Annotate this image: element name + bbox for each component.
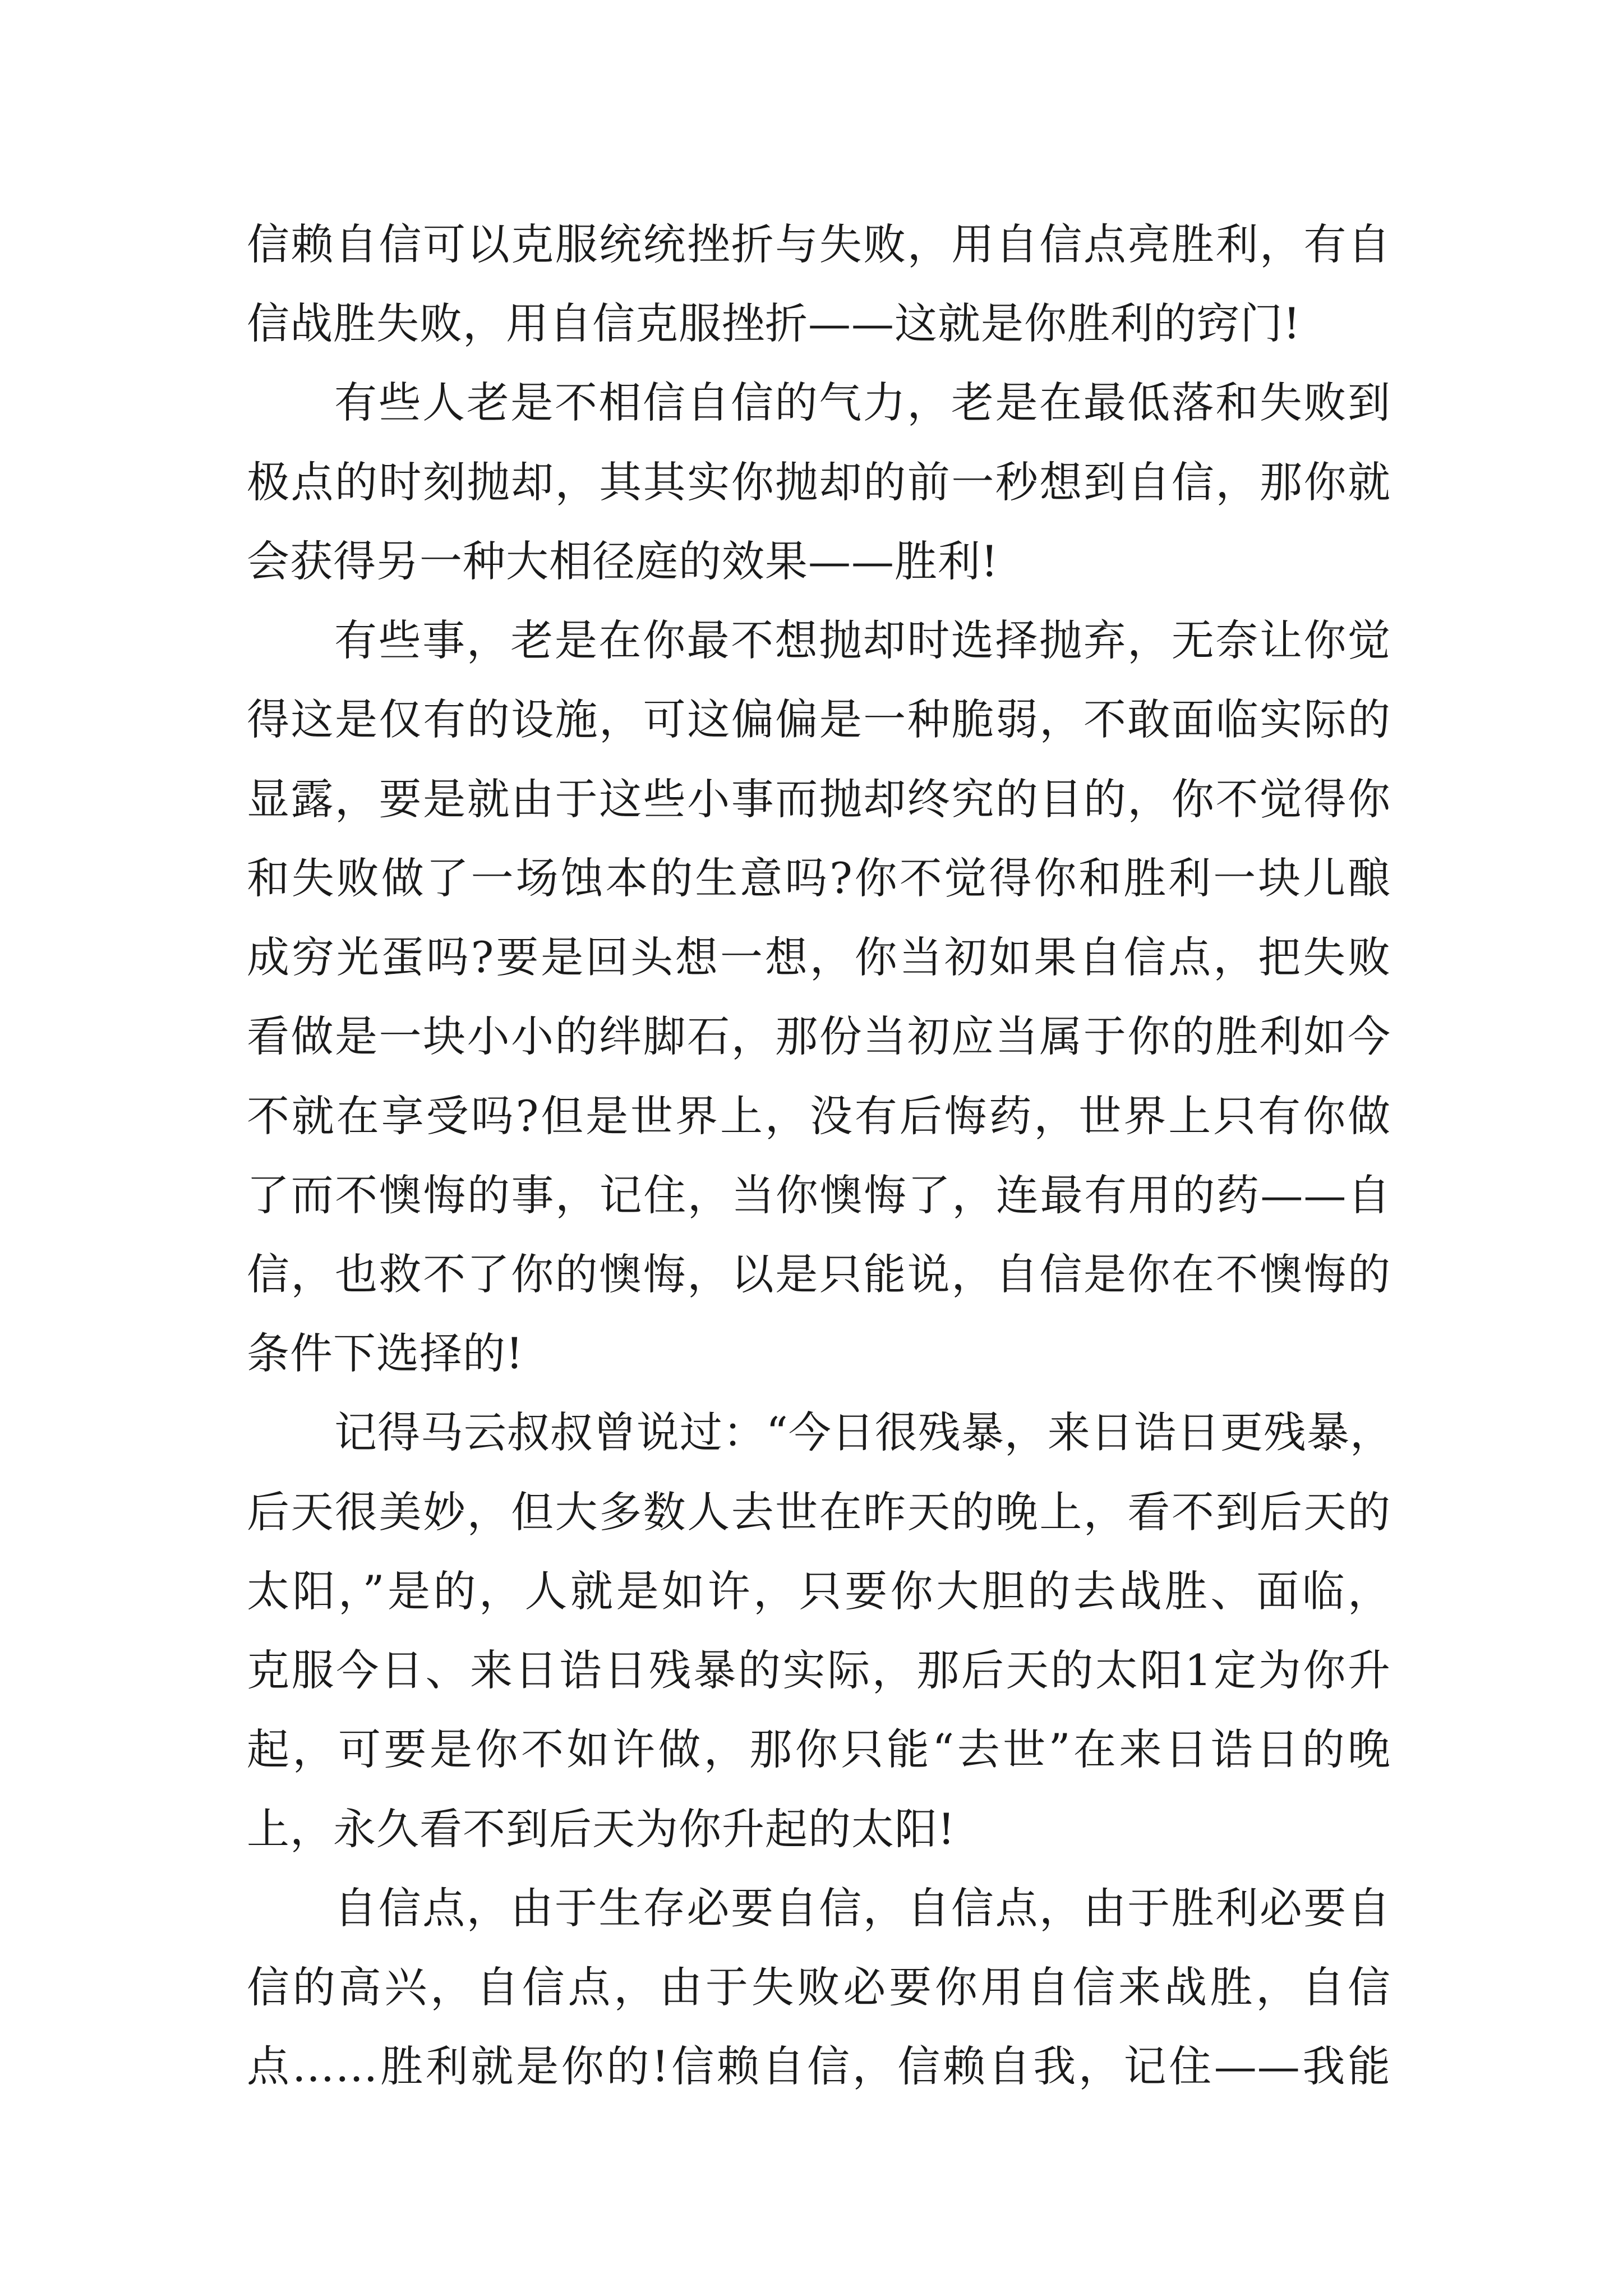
text-line: 极点的时刻抛却，其其实你抛却的前一秒想到自信，那你就 xyxy=(247,457,1391,507)
text-line: 后天很美妙，但大多数人去世在昨天的晚上，看不到后天的 xyxy=(247,1487,1391,1537)
text-line: 上，永久看不到后天为你升起的太阳! xyxy=(247,1804,956,1854)
text-line: 条件下选择的! xyxy=(247,1328,524,1378)
text-line: 成穷光蛋吗?要是回头想一想，你当初如果自信点，把失败 xyxy=(247,932,1391,982)
text-line: 太阳，”是的，人就是如许，只要你大胆的去战胜、面临， xyxy=(247,1566,1391,1616)
text-line: 信的高兴，自信点，由于失败必要你用自信来战胜，自信 xyxy=(247,1962,1391,2012)
text-line: 得这是仅有的设施，可这偏偏是一种脆弱，不敢面临实际的 xyxy=(247,694,1391,744)
text-line: 信，也救不了你的懊悔，以是只能说，自信是你在不懊悔的 xyxy=(247,1249,1391,1299)
paragraph-first-line: 有些人老是不相信自信的气力，老是在最低落和失败到 xyxy=(334,378,1391,427)
text-line: 看做是一块小小的绊脚石，那份当初应当属于你的胜利如今 xyxy=(247,1011,1391,1061)
paragraph-first-line: 记得马云叔叔曾说过：“今日很残暴，来日诰日更残暴， xyxy=(334,1407,1393,1457)
paragraph-first-line: 有些事，老是在你最不想抛却时选择抛弃，无奈让你觉 xyxy=(334,615,1391,665)
text-line: 起，可要是你不如许做，那你只能“去世”在来日诰日的晚 xyxy=(247,1724,1391,1774)
text-line: 信赖自信可以克服统统挫折与失败，用自信点亮胜利，有自 xyxy=(247,219,1391,269)
text-line: 信战胜失败，用自信克服挫折——这就是你胜利的窍门! xyxy=(247,298,1301,348)
text-line: 不就在享受吗?但是世界上，没有后悔药，世界上只有你做 xyxy=(247,1091,1391,1141)
text-line: 显露，要是就由于这些小事而抛却终究的目的，你不觉得你 xyxy=(247,774,1391,824)
text-line: 会获得另一种大相径庭的效果——胜利! xyxy=(247,536,999,586)
paragraph-first-line: 自信点，由于生存必要自信，自信点，由于胜利必要自 xyxy=(334,1883,1391,1933)
text-line: 点……胜利就是你的!信赖自信，信赖自我，记住——我能 xyxy=(247,2041,1391,2091)
text-line: 克服今日、来日诰日残暴的实际，那后天的太阳1定为你升 xyxy=(247,1645,1391,1695)
text-line: 和失败做了一场蚀本的生意吗?你不觉得你和胜利一块儿酿 xyxy=(247,853,1391,903)
text-line: 了而不懊悔的事，记住，当你懊悔了，连最有用的药——自 xyxy=(247,1170,1391,1220)
